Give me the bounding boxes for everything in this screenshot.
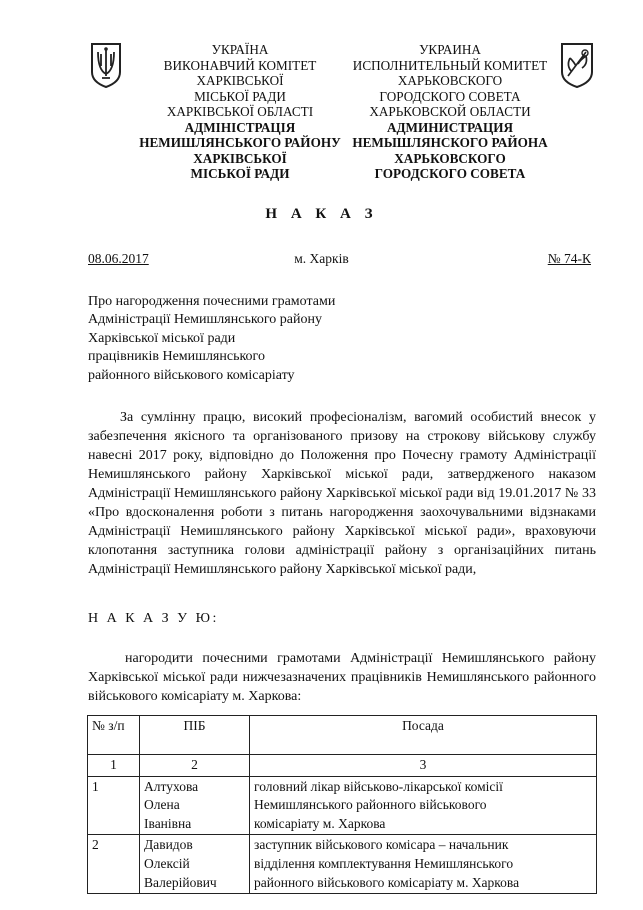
order-date: 08.06.2017 bbox=[88, 251, 149, 266]
ukraine-trident-emblem bbox=[90, 42, 122, 93]
document-title: Н А К А З bbox=[265, 206, 378, 222]
subject-line: Харківської міської ради bbox=[88, 330, 236, 346]
header-right-bold-line: ГОРОДСКОГО СОВЕТА bbox=[374, 166, 526, 181]
row-number: 2 bbox=[88, 835, 140, 894]
order-statement bbox=[88, 649, 596, 706]
header-left-line: МІСЬКОЇ РАДИ bbox=[194, 88, 286, 104]
header-left-bold-line: АДМІНІСТРАЦІЯ bbox=[184, 119, 296, 135]
position-line: комісаріату м. Харкова bbox=[254, 815, 386, 831]
header-left-line: ХАРКІВСЬКОЇ ОБЛАСТІ bbox=[166, 104, 314, 119]
name-line: Олексій bbox=[144, 855, 190, 871]
numbering-cell: 2 bbox=[140, 755, 250, 777]
table-row bbox=[88, 776, 597, 835]
order-place: м. Харків bbox=[294, 251, 349, 266]
header-right bbox=[345, 42, 555, 182]
header-right-bold-line: НЕМЫШЛЯНСКОГО РАЙОНА bbox=[352, 135, 548, 150]
header-left-bold-line: ХАРКІВСЬКОЇ bbox=[193, 150, 287, 166]
header-cell-number: № з/п bbox=[88, 716, 140, 755]
subject-line: Про нагородження почесними грамотами bbox=[88, 294, 336, 309]
header-left-bold-line: МІСЬКОЇ РАДИ bbox=[190, 166, 290, 181]
position-line: заступник військового комісара – начальник bbox=[254, 837, 509, 853]
numbering-cell: 1 bbox=[88, 755, 140, 777]
header-right-bold-line: ХАРЬКОВСКОГО bbox=[394, 150, 506, 166]
table-numbering-row bbox=[88, 755, 597, 777]
position-line: Немишлянського районного військового bbox=[254, 797, 487, 813]
row-number: 1 bbox=[88, 776, 140, 835]
row-position bbox=[250, 835, 597, 894]
order-statement-paragraph: нагородити почесними грамотами Адміністрації Немишлянського району Харківської міської ради нижчезазначених працівників Немишлянського районного військового комісаріату м. Харкова: bbox=[88, 651, 596, 704]
table-header-row bbox=[88, 716, 597, 755]
kharkiv-city-emblem bbox=[560, 42, 594, 93]
position-line: головний лікар військово-лікарської комісії bbox=[254, 778, 503, 794]
name-line: Валерійович bbox=[144, 874, 217, 890]
name-line: Алтухова bbox=[144, 778, 199, 794]
subject-line: працівників Немишлянського bbox=[88, 349, 265, 365]
row-name bbox=[140, 835, 250, 894]
name-line: Іванівна bbox=[144, 815, 192, 831]
row-position bbox=[250, 776, 597, 835]
name-line: Давидов bbox=[144, 837, 193, 853]
header-left-line: ХАРКІВСЬКОЇ bbox=[196, 73, 284, 88]
header-right-line: ГОРОДСКОГО СОВЕТА bbox=[379, 88, 521, 104]
row-name bbox=[140, 776, 250, 835]
subject-line: Адміністрації Немишлянського району bbox=[88, 312, 323, 328]
preamble-paragraph: За сумлінну працю, високий професіоналізм, вагомий особистий внесок у забезпечення якісного та організованого призову на строкову військову службу навесні 2017 року, відповідно до Положення про Почесну грамоту Адміністрації Немишлянського району Харківської міської ради, затвердженого наказом Адміністрації Немишлянського району Харківської міської ради від 19.01.2017 № 33 «Про вдосконалення роботи з питань нагородження заохочувальними відзнаками Адміністрації Немишлянського району Харківської міської ради», враховуючи клопотання заступника голови адміністрації району з організаційних питань Адміністрації Немишлянського району Харківської міської ради, bbox=[88, 410, 596, 577]
order-number: № 74-К bbox=[547, 251, 591, 266]
position-line: районного військового комісаріату м. Харкова bbox=[254, 874, 520, 890]
header-left-line: ВИКОНАВЧИЙ КОМІТЕТ bbox=[163, 57, 317, 73]
name-line: Олена bbox=[144, 797, 180, 813]
header-right-bold-line: АДМИНИСТРАЦИЯ bbox=[386, 119, 514, 135]
header-cell-name: ПІБ bbox=[140, 716, 250, 755]
header-right-line: ИСПОЛНИТЕЛЬНЫЙ КОМИТЕТ bbox=[352, 57, 548, 73]
numbering-cell: 3 bbox=[250, 755, 597, 777]
header-left-line: УКРАЇНА bbox=[211, 42, 269, 57]
position-line: відділення комплектування Немишлянського bbox=[254, 855, 514, 871]
order-subject bbox=[88, 293, 335, 385]
header-left bbox=[135, 42, 345, 182]
header-cell-position: Посада bbox=[250, 716, 597, 755]
preamble bbox=[88, 408, 596, 579]
header-right-line: УКРАИНА bbox=[419, 42, 481, 57]
subject-line: районного військового комісаріату bbox=[88, 367, 295, 383]
awardees-table bbox=[87, 715, 597, 894]
table-row bbox=[88, 835, 597, 894]
order-heading: Н А К А З У Ю: bbox=[88, 611, 219, 626]
header-right-line: ХАРЬКОВСКОЙ ОБЛАСТИ bbox=[369, 104, 531, 119]
header-left-bold-line: НЕМИШЛЯНСЬКОГО РАЙОНУ bbox=[139, 135, 341, 150]
header-right-line: ХАРЬКОВСКОГО bbox=[397, 73, 503, 88]
